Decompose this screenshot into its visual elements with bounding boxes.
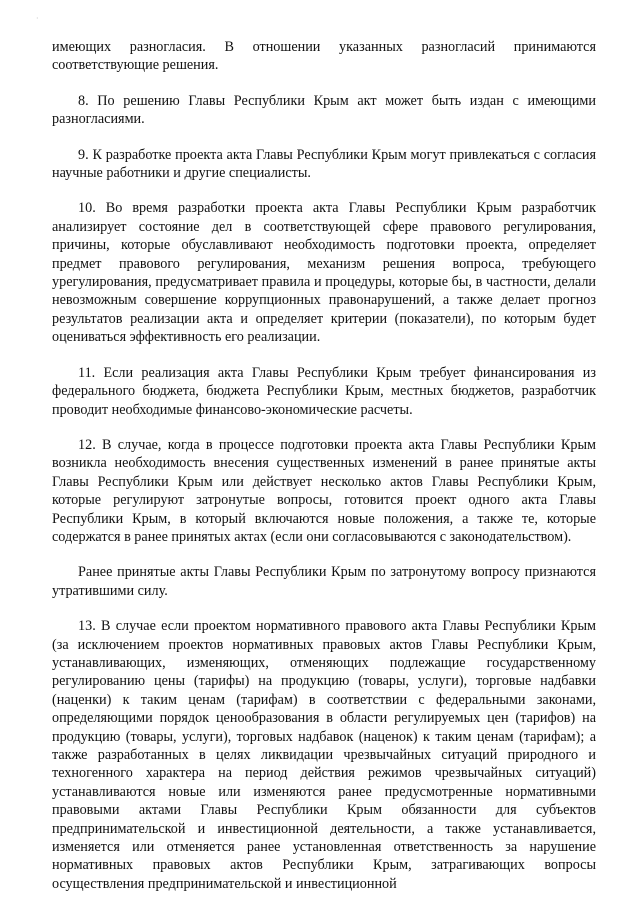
paragraph-12-continued: Ранее принятые акты Главы Республики Крым по затронутому вопросу признаются утратившими силу. <box>52 564 596 599</box>
paragraph-12: 12. В случае, когда в процессе подготовки проекта акта Главы Республики Крым возникла необходимость внесения существенных изменений в ранее принятые акты Главы Республики Крым или действует несколько актов Главы Республики Крым, которые регулируют затронутые вопросы, готовится проект одного акта Главы Республики Крым, в который включаются новые положения, а также те, которые содержатся в ранее принятых актах (если они согласовываются с законодательством). <box>52 436 596 545</box>
paragraph-11: 11. Если реализация акта Главы Республики Крым требует финансирования из федерального бюджета, бюджета Республики Крым, местных бюджетов, разработчик проводит необходимые финансово-экономические расчеты. <box>52 364 596 418</box>
document-body <box>52 38 596 910</box>
paragraph-continuation: имеющих разногласия. В отношении указанных разногласий принимаются соответствующие решения. <box>52 39 596 74</box>
paragraph-9: 9. К разработке проекта акта Главы Республики Крым могут привлекаться с согласия научные работники и другие специалисты. <box>52 146 596 182</box>
paragraph-8: 8. По решению Главы Республики Крым акт может быть издан с имеющими разногласиями. <box>52 92 596 128</box>
paragraph-10: 10. Во время разработки проекта акта Главы Республики Крым разработчик анализирует состояние дел в соответствующей сфере правового регулирования, причины, которые обуславливают необходимость подготовки проекта, определяет предмет правового регулирования, механизм решения вопроса, требующего урегулирования, предусматривает правила и процедуры, которые бы, в частности, делали невозможным совершение коррупционных правонарушений, а также делает прогноз результатов реализации акта и определяет критерии (показатели), по которым будет оцениваться эффективность его реализации. <box>52 200 596 346</box>
scan-mark: · <box>36 14 39 23</box>
paragraph-13: 13. В случае если проектом нормативного правового акта Главы Республики Крым (за исключением проектов нормативных правовых актов Главы Республики Крым, устанавливающих, изменяющих, отменяющих подлежащие государственному регулированию цены (тарифы) на продукцию (товары, услуги), торговые надбавки (наценки) к таким ценам (тарифам) в соответствии с федеральными законами, определяющими порядок ценообразования в области регулируемых цен (тарифов) на продукцию (товары, услуги), торговых надбавок (наценок) к таким ценам (тарифам); а также разработанных в целях ликвидации чрезвычайных ситуаций природного и техногенного характера на период действия режимов чрезвычайных ситуаций) устанавливаются новые или изменяются ранее предусмотренные нормативными правовыми актами Главы Республики Крым обязанности для субъектов предпринимательской и инвестиционной деятельности, а также устанавливается, изменяется или отменяется ранее установленная ответственность за нарушение нормативных правовых актов Республики Крым, затрагивающих вопросы осуществления предпринимательской и инвестиционной <box>52 618 596 892</box>
